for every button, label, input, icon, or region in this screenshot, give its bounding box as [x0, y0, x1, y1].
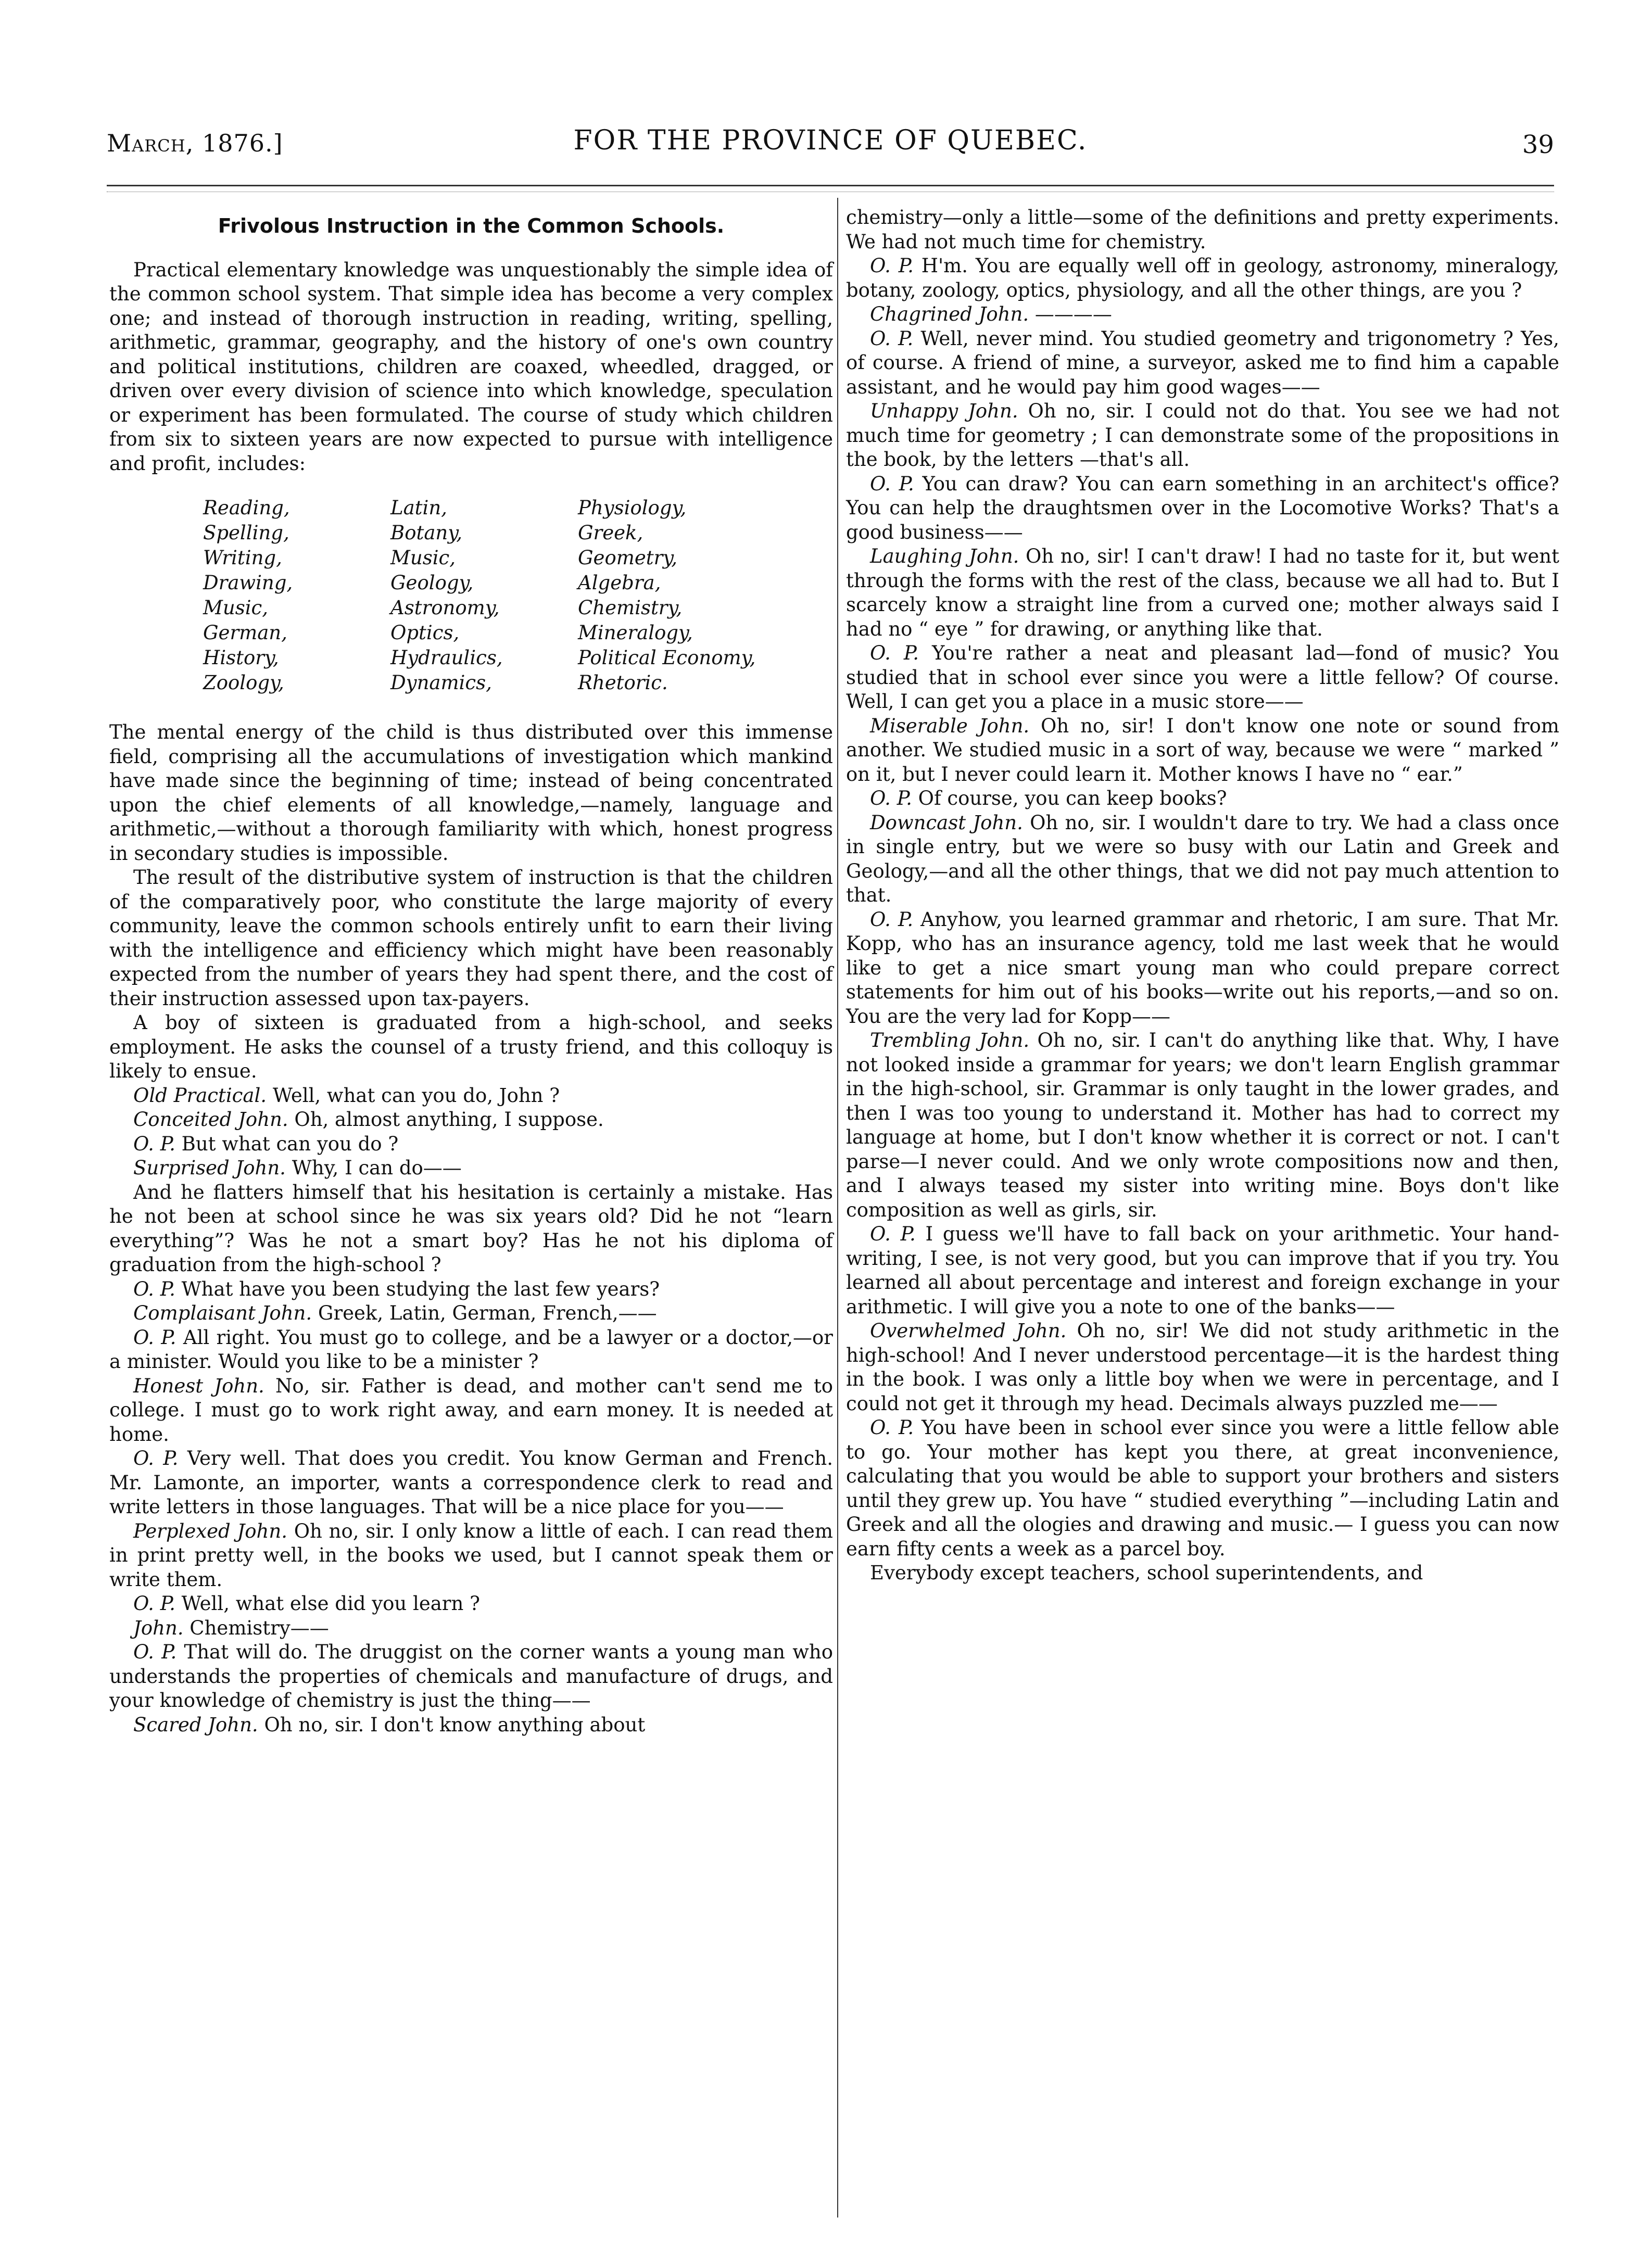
paragraph-text: Why, I can do——	[292, 1157, 462, 1179]
paragraph	[846, 641, 1559, 714]
paragraph	[109, 1713, 833, 1738]
paragraph-text: And he flatters himself that his hesitation is certainly a mistake. Has he not been at school since he was six years old? Did he not “learn everything”? Was he not a smart boy? Has he not his diploma of graduation from the high-school ?	[109, 1181, 833, 1276]
paragraph-text: Well, what can you do, John ?	[272, 1084, 560, 1107]
subject-item: Music,	[203, 597, 269, 619]
paragraph-text: Anyhow, you learned grammar and rhetoric, I am sure. That Mr. Kopp, who has an insurance agency, told me last week that he would like to get a nice smart young man who could prepare correct statements for him out of his books—write out his reports,—and so on. You are the very lad for Kopp——	[846, 908, 1560, 1028]
speaker-label: Complaisant John.	[133, 1302, 312, 1324]
subject-item: History,	[203, 647, 279, 669]
paragraph	[109, 1277, 833, 1302]
speaker-label: O. P.	[870, 787, 912, 809]
speaker-label: Trembling John.	[870, 1029, 1030, 1051]
speaker-label: O. P.	[870, 1223, 916, 1245]
paragraph	[109, 1519, 833, 1592]
paragraph	[109, 1156, 833, 1181]
paragraph-text: chemistry—only a little—some of the definitions and pretty experiments. We had not much time for chemistry.	[846, 206, 1559, 253]
paragraph	[846, 811, 1559, 908]
speaker-label: O. P.	[133, 1277, 175, 1300]
paragraph-text: You have been in school ever since you were a little fellow able to go. Your mother has kept you there, at great inconvenience, calculating that you would be able to support your brothers and sisters until they grew up. You have “ studied everything ”—including Latin and Greek and all the ologies and drawing and music.— I guess you can now earn fifty cents a week as a parcel boy.	[846, 1416, 1559, 1560]
paragraph-text: That will do. The druggist on the corner wants a young man who understands the properties of chemicals and manufacture of drugs, and your knowledge of chemistry is just the thing——	[109, 1641, 833, 1712]
paragraph-text: Very well. That does you credit. You know German and French. Mr. Lamonte, an importer, wants a correspondence clerk to read and write letters in those languages. That will be a nice place for you——	[109, 1447, 833, 1518]
paragraph	[109, 1132, 833, 1157]
subject-item: Botany,	[390, 522, 462, 544]
paragraph	[109, 866, 833, 1011]
left-column-body	[109, 720, 833, 1737]
speaker-label: O. P.	[870, 908, 914, 931]
speaker-label: Scared John.	[133, 1713, 258, 1736]
paragraph-text: No, sir. Father is dead, and mother can't send me to college. I must go to work right away, and earn money. It is needed at home.	[109, 1374, 834, 1446]
speaker-label: O. P.	[133, 1641, 177, 1663]
speaker-label: Surprised John.	[133, 1157, 286, 1179]
issue-date: March, 1876.]	[107, 129, 283, 157]
paragraph-text: Well, what else did you learn ?	[181, 1592, 480, 1615]
subject-item: Reading,	[203, 497, 290, 519]
subject-item: Hydraulics,	[390, 647, 503, 669]
page-header	[107, 125, 1554, 167]
page-number: 39	[1522, 130, 1554, 159]
speaker-label: O. P.	[870, 1416, 914, 1439]
speaker-label: O. P.	[870, 327, 914, 350]
subject-item: Optics,	[390, 622, 460, 644]
paragraph	[846, 1222, 1559, 1319]
paragraph	[846, 908, 1559, 1029]
speaker-label: O. P.	[870, 255, 914, 277]
paragraph-text: You can draw? You can earn something in an architect's office? You can help the draughtsmen over in the Locomotive Works? That's a good business——	[846, 472, 1559, 543]
left-column	[109, 206, 833, 1737]
paragraph	[846, 399, 1559, 472]
subject-item: Political Economy,	[578, 647, 756, 669]
speaker-label: Honest John.	[133, 1374, 264, 1397]
subject-list	[203, 496, 833, 695]
paragraph	[109, 1374, 833, 1447]
speaker-label: Unhappy John.	[870, 400, 1018, 422]
paragraph-text: Greek, Latin, German, French,——	[318, 1302, 657, 1324]
subject-column	[203, 496, 390, 695]
speaker-label: O. P.	[133, 1447, 179, 1469]
paragraph	[846, 1319, 1559, 1416]
subject-item: Astronomy,	[390, 597, 500, 619]
subject-item: Spelling,	[203, 522, 289, 544]
subject-item: Physiology,	[578, 497, 687, 519]
subject-column	[578, 496, 765, 695]
header-rule	[107, 185, 1554, 186]
paragraph	[846, 254, 1559, 302]
paragraph-text: You're rather a neat and pleasant lad—fond of music? You studied that in school ever since you were a little fellow? Of course. Well, I can get you a place in a music store——	[846, 642, 1559, 713]
paragraph	[846, 1029, 1559, 1222]
paragraph	[109, 1592, 833, 1616]
article-title: Frivolous Instruction in the Common Schools.	[218, 214, 725, 237]
subject-column	[390, 496, 578, 695]
paragraph-text: ————	[1034, 303, 1112, 325]
subject-item: Latin,	[390, 497, 447, 519]
paragraph-text: Oh no, sir! We did not study arithmetic in the high-school! And I never understood percentage—it is the hardest thing in the book. I was only a little boy when we were in percentage, and I could not get it through my head. Decimals always puzzled me——	[846, 1320, 1559, 1415]
paragraph	[846, 327, 1559, 400]
paragraph-text: The result of the distributive system of instruction is that the children of the comparatively poor, who constitute the large majority of every community, leave the common schools entirely unfit to earn their living with the intelligence and efficiency which might have been reasonably expected from the number of years they had spent there, and the cost of their instruction assessed upon tax-payers.	[109, 866, 833, 1010]
paragraph-text: Oh no, sir. I could not do that. You see we had not much time for geometry ; I can demonstrate some of the propositions in the book, by the letters —that's all.	[846, 400, 1560, 471]
paragraph	[109, 1326, 833, 1374]
column-divider	[837, 198, 838, 2218]
right-column	[846, 206, 1559, 1586]
paragraph	[846, 302, 1559, 327]
subject-item: Greek,	[578, 522, 643, 544]
subject-item: Rhetoric.	[578, 671, 668, 694]
speaker-label: Conceited John.	[133, 1108, 288, 1131]
paragraph-text: H'm. You are equally well off in geology, astronomy, mineralogy, botany, zoology, optics, physiology, and all the other things, are you ?	[846, 255, 1559, 301]
subject-item: Chemistry,	[578, 597, 683, 619]
paragraph	[109, 1108, 833, 1132]
speaker-label: Old Practical.	[133, 1084, 267, 1107]
paragraph	[109, 1640, 833, 1713]
paragraph-text: But what can you do ?	[181, 1132, 399, 1155]
speaker-label: Miserable John.	[870, 714, 1030, 737]
paragraph-text: Oh no, sir. I can't do anything like that. Why, I have not looked inside a grammar for years; we don't learn English grammar in the high-school, sir. Grammar is only taught in the lower grades, and then I was too young to understand it. Mother has had to correct my language at home, but I don't know whether it is correct or not. I can't parse—I never could. And we only wrote compositions now and then, and I always teased my sister into writing mine. Boys don't like composition as well as girls, sir.	[846, 1029, 1559, 1221]
speaker-label: Laughing John.	[870, 545, 1019, 567]
speaker-label: Downcast John.	[870, 811, 1023, 834]
paragraph-text: Oh no, sir. I only know a little of each. I can read them in print pretty well, in the books we used, but I cannot speak them or write them.	[109, 1519, 833, 1591]
right-column-body	[846, 206, 1559, 1586]
paragraph-text: Chemistry——	[190, 1616, 329, 1639]
subject-item: Music,	[390, 547, 456, 569]
speaker-label: O. P.	[133, 1326, 176, 1349]
speaker-label: O. P.	[133, 1592, 175, 1615]
paragraph-text: What have you been studying the last few years?	[181, 1277, 660, 1300]
intro-paragraph: Practical elementary knowledge was unquestionably the simple idea of the common school system. That simple idea has become a very complex one; and instead of thorough instruction in reading, writing, spelling, arithmetic, grammar, geography, and the history of one's own country and political institutions, children are coaxed, wheedled, dragged, or driven over every division of science into which knowledge, speculation or experiment has been formulated. The course of study which children from six to sixteen years are now expected to pursue with intelligence and profit, includes:	[109, 258, 833, 475]
paragraph	[846, 787, 1559, 811]
paragraph-text: Everybody except teachers, school superintendents, and	[870, 1562, 1423, 1584]
speaker-label: O. P.	[870, 642, 919, 664]
paragraph	[846, 714, 1559, 787]
paragraph-text: Oh no, sir. I don't know anything about	[264, 1713, 646, 1736]
speaker-label: O. P.	[870, 472, 914, 495]
paragraph	[846, 206, 1559, 254]
paragraph	[846, 544, 1559, 641]
paragraph	[109, 1181, 833, 1277]
paragraph-text: The mental energy of the child is thus distributed over this immense field, comprising all the accumulations of investigation which mankind have made since the beginning of time; instead of being concentrated upon the chief elements of all knowledge,—namely, language and arithmetic,—without a thorough familiarity with which, honest progress in secondary studies is impossible.	[109, 721, 833, 865]
paragraph-text: Of course, you can keep books?	[918, 787, 1227, 809]
paragraph	[109, 1011, 833, 1084]
subject-item: Drawing,	[203, 572, 293, 594]
subject-item: Geology,	[390, 572, 474, 594]
speaker-label: Perplexed John.	[133, 1519, 287, 1542]
paragraph-text: Oh no, sir. I wouldn't dare to try. We had a class once in single entry, but we were so busy with our Latin and Greek and Geology,—and all the other things, that we did not pay much attention to that.	[846, 811, 1559, 906]
subject-item: Mineralogy,	[578, 622, 693, 644]
paragraph-text: All right. You must go to college, and be a lawyer or a doctor,—or a minister. Would you like to be a minister ?	[109, 1326, 833, 1373]
paragraph	[109, 1447, 833, 1519]
paragraph-text: I guess we'll have to fall back on your arithmetic. Your hand-writing, I see, is not very good, but you can improve that if you try. You learned all about percentage and interest and foreign exchange in your arithmetic. I will give you a note to one of the banks——	[846, 1223, 1559, 1318]
paragraph	[109, 720, 833, 866]
subject-item: Geometry,	[578, 547, 678, 569]
subject-item: Algebra,	[578, 572, 661, 594]
speaker-label: Chagrined John.	[870, 303, 1029, 325]
journal-title: FOR THE PROVINCE OF QUEBEC.	[573, 125, 1088, 156]
paragraph-text: A boy of sixteen is graduated from a high-school, and seeks employment. He asks the counsel of a trusty friend, and this colloquy is likely to ensue.	[109, 1011, 833, 1082]
subject-item: Writing,	[203, 547, 282, 569]
subject-item: Zoology,	[203, 671, 284, 694]
paragraph-text: Oh no, sir! I don't know one note or sound from another. We studied music in a sort of way, because we were “ marked ” on it, but I never could learn it. Mother knows I have no “ ear.”	[846, 714, 1559, 785]
paragraph-text: Oh no, sir! I can't draw! I had no taste for it, but went through the forms with the rest of the class, because we all had to. But I scarcely know a straight line from a curved one; mother always said I had no “ eye ” for drawing, or anything like that.	[846, 545, 1559, 640]
speaker-label: O. P.	[133, 1132, 175, 1155]
paragraph	[109, 1616, 833, 1641]
speaker-label: Overwhelmed John.	[870, 1320, 1067, 1342]
paragraph-text: Well, never mind. You studied geometry and trigonometry ? Yes, of course. A friend of mine, a surveyor, asked me to find him a capable assistant, and he would pay him good wages——	[846, 327, 1559, 398]
speaker-label: John.	[133, 1616, 184, 1639]
subject-item: Dynamics,	[390, 671, 492, 694]
paragraph	[846, 472, 1559, 545]
paragraph	[109, 1301, 833, 1326]
paragraph	[109, 1084, 833, 1108]
paragraph-text: Oh, almost anything, I suppose.	[294, 1108, 604, 1131]
paragraph	[846, 1561, 1559, 1586]
subject-item: German,	[203, 622, 287, 644]
paragraph	[846, 1416, 1559, 1561]
